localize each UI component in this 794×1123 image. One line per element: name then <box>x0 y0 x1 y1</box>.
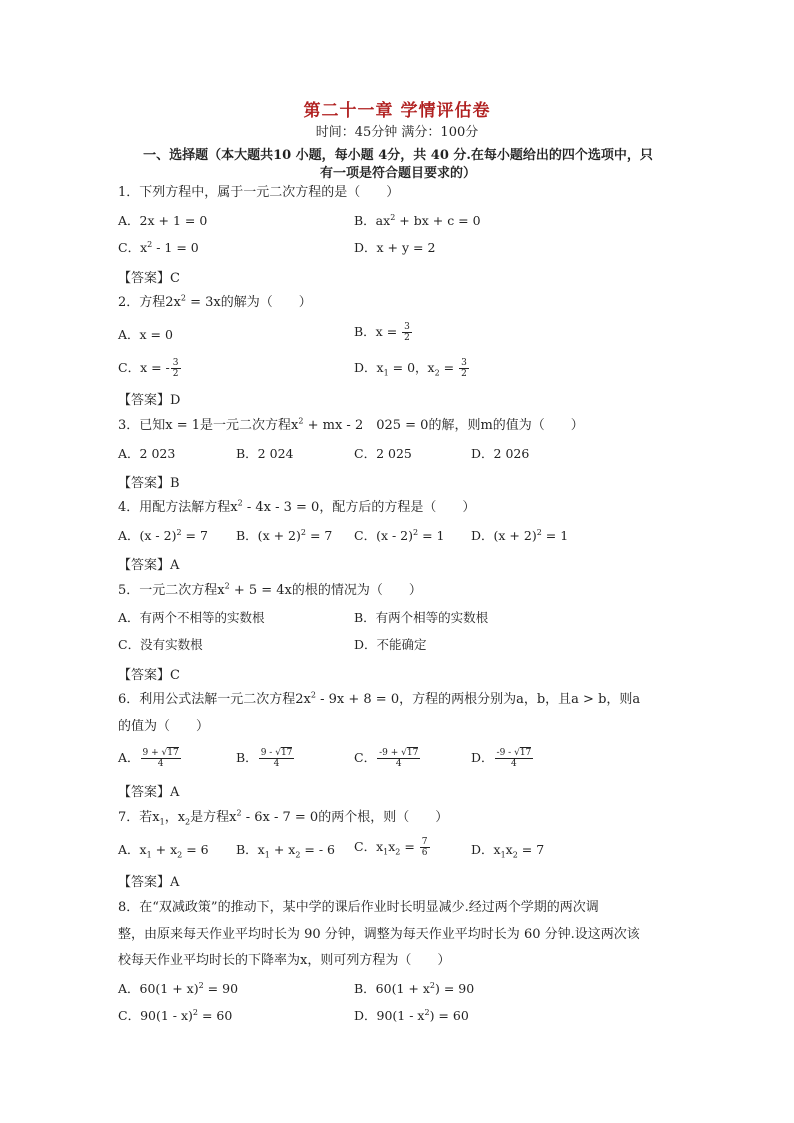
question-4-option-c: C．(x - 2)$^2$ = 1 <box>354 527 445 543</box>
section-heading-line-2: 有一项是符合题目要求的） <box>319 166 476 181</box>
question-8-option-c: C．90(1 - x)$^2$ = 60 <box>118 1007 233 1023</box>
question-3-stem: 3．已知x = 1是一元二次方程$x^2$ + mx - 2 025 = 0的解，则m的值为（ ） <box>118 416 584 433</box>
question-1-option-b: B．$ax^2$ + bx + c = 0 <box>354 212 481 228</box>
question-8-stem-line-1: 8．在“双减政策”的推动下，某中学的课后作业时长明显减少.经过两个学期的两次调 <box>118 900 599 915</box>
question-5-option-b: B．有两个相等的实数根 <box>354 610 489 625</box>
question-3-option-b: B．2 024 <box>236 446 294 461</box>
question-5-option-d: D．不能确定 <box>354 637 427 652</box>
question-4-stem: 4．用配方法解方程$x^2 - 4x - 3 = 0$，配方后的方程是（ ） <box>118 498 476 515</box>
question-5-option-a: A．有两个不相等的实数根 <box>118 610 265 625</box>
question-8-option-a: A．$60(1 + x)^2 = 90$ <box>118 980 239 996</box>
question-3-answer: 【答案】B <box>118 476 180 491</box>
question-6-stem-line-2: 的值为（ ） <box>118 719 210 734</box>
question-6-option-c: C． $\frac{-9 + √17}{4}$ <box>354 748 419 769</box>
question-5-option-c: C．没有实数根 <box>118 637 203 652</box>
question-5-stem: 5．一元二次方程$x^2 + 5 = 4x$的根的情况为（ ） <box>118 581 422 598</box>
question-8-stem-line-2: 整，由原来每天作业平均时长为 90 分钟，调整为每天作业平均时长为 60 分钟.设这两次该 <box>118 927 640 942</box>
question-7-stem: 7．若$x_1$，$x_2$是方程$x^2 - 6x - 7 = 0$的两个根，则（ ） <box>118 808 449 827</box>
question-6-option-a: A． $\frac{9 + √17}{4}$ <box>118 748 179 769</box>
question-2-option-b: B．x = $\frac{3}{2}$ <box>354 322 410 343</box>
question-4-answer: 【答案】A <box>118 558 180 573</box>
question-2-answer: 【答案】D <box>118 393 181 408</box>
question-1-answer: 【答案】C <box>118 271 180 286</box>
question-7-option-c: C．$x_1x_2$ = $\frac{7}{6}$ <box>354 837 428 858</box>
question-6-stem: 6．利用公式法解一元二次方程$2x^2 - 9x + 8 = 0$，方程的两根分别为a，b，且a > b，则a <box>118 690 641 707</box>
question-4-option-b: B．$(x + 2)^2 = 7$ <box>236 527 333 543</box>
question-3-option-d: D．2 026 <box>471 446 530 461</box>
question-6-option-b: B． $\frac{9 - √17}{4}$ <box>236 748 293 769</box>
question-1-stem: 1．下列方程中，属于一元二次方程的是（ ） <box>118 185 400 200</box>
question-4-option-a: A．(x - 2)$^2$ = 7 <box>118 527 208 543</box>
question-2-stem: 2．方程$2x^2 = 3x$的解为（ ） <box>118 293 312 310</box>
question-2-option-a: A．x = 0 <box>118 327 173 342</box>
question-3-option-a: A．2 023 <box>118 446 176 461</box>
question-5-answer: 【答案】C <box>118 668 180 683</box>
section-heading <box>118 147 678 183</box>
question-7-option-a: A．$x_1 + x_2 = 6$ <box>118 842 209 860</box>
question-8-option-d: D．$90(1 - x^2) = 60$ <box>354 1007 469 1023</box>
page-subtitle: 时间：45分钟 满分：100分 <box>315 125 479 140</box>
question-1-option-d: D．x + y = 2 <box>354 240 436 255</box>
question-2-option-c: C．x = - $\frac{3}{2}$ <box>118 358 179 379</box>
section-heading-line-1: 一、选择题（本大题共10 小题，每小题 4分，共 40 分.在每小题给出的四个选项中，只 <box>143 148 653 163</box>
question-8-option-b: B．$60(1 + x^2) = 90$ <box>354 980 475 996</box>
question-7-answer: 【答案】A <box>118 875 180 890</box>
question-7-option-b: B．$x_1 + x_2$ = - 6 <box>236 842 335 860</box>
question-1-option-c: C．$x^2 - 1 = 0$ <box>118 239 199 255</box>
question-3-option-c: C．2 025 <box>354 446 412 461</box>
question-6-answer: 【答案】A <box>118 785 180 800</box>
question-1-option-a: A．2x + 1 = 0 <box>118 213 208 228</box>
question-8-stem-line-3: 校每天作业平均时长的下降率为x，则可列方程为（ ） <box>118 953 451 968</box>
question-6-option-d: D． $\frac{-9 - √17}{4}$ <box>471 748 532 769</box>
question-2-option-d: D．$x_1 = 0$，$x_2$ = $\frac{3}{2}$ <box>354 358 467 379</box>
page-title: 第二十一章 学情评估卷 <box>303 101 491 121</box>
question-4-option-d: D．$(x + 2)^2 = 1$ <box>471 527 569 543</box>
question-7-option-d: D．$x_1x_2 = 7$ <box>471 842 545 860</box>
